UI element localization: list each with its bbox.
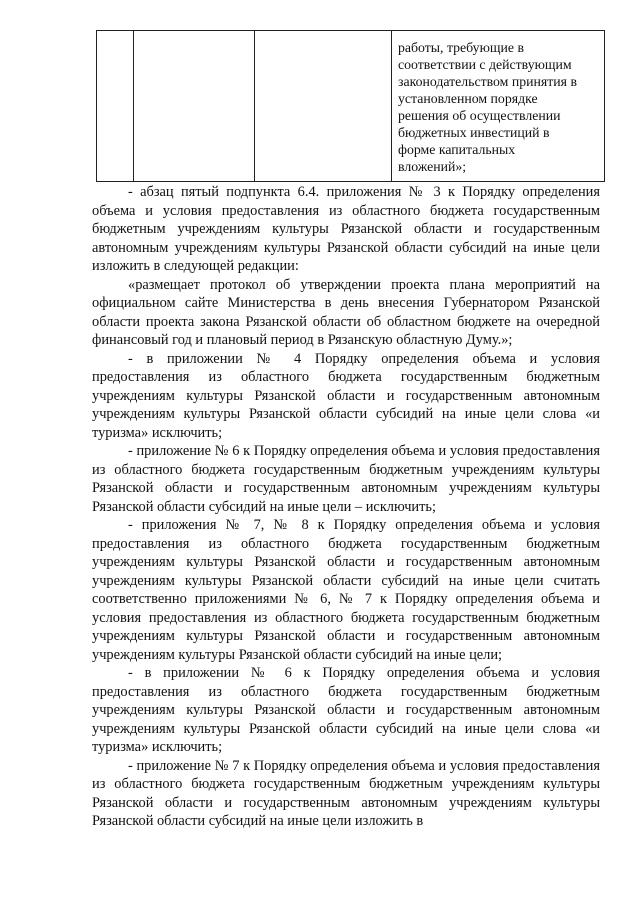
paragraph: - приложение № 7 к Порядку определения объема и условия предоставления из областного бюджета государственным бюджетным учреждениям культуры Рязанской области и государственным автономным учреждениям культуры Рязанской области субсидий на иные цели изложить в	[92, 757, 600, 829]
table-cell-empty	[134, 31, 255, 182]
table-fragment	[96, 30, 605, 182]
paragraph: - в приложении № 4 Порядку определения объема и условия предоставления из областного бюджета государственным бюджетным учреждениям культуры Рязанской области и государственным автономным учреждениям культуры Рязанской области субсидий на иные цели слова «и туризма» исключить;	[92, 350, 600, 441]
table-cell-empty	[97, 31, 134, 182]
paragraph: - в приложении № 6 к Порядку определения объема и условия предоставления из областного бюджета государственным бюджетным учреждениям культуры Рязанской области и государственным автономным учреждениям культуры Рязанской области субсидий на иные цели слова «и туризма» исключить;	[92, 665, 600, 755]
table-row	[97, 31, 605, 182]
table-cell-text	[392, 31, 605, 182]
paragraph: «размещает протокол об утверждении проекта плана мероприятий на официальном сайте Министерства в день внесения Губернатором Рязанской области проекта закона Рязанской области об областном бюджете на очередной финансовый год и плановый период в Рязанскую областную Думу.»;	[92, 276, 600, 348]
document-body	[92, 183, 600, 831]
paragraph: - абзац пятый подпункта 6.4. приложения № 3 к Порядку определения объема и условия предоставления из областного бюджета государственным бюджетным учреждениям культуры Рязанской области и государственным автономным учреждениям культуры Рязанской области субсидий на иные цели изложить в следующей редакции:	[92, 184, 600, 274]
paragraph: - приложение № 6 к Порядку определения объема и условия предоставления из областного бюджета государственным бюджетным учреждениям культуры Рязанской области и государственным автономным учреждениям культуры Рязанской области субсидий на иные цели – исключить;	[92, 443, 600, 515]
table-cell-text-content: работы, требующие в соответствии с действующим законодательством принятия в установленном порядке решения об осуществлении бюджетных инвестиций в форме капитальных вложений»;	[398, 40, 577, 174]
table-cell-empty	[255, 31, 392, 182]
paragraph: - приложения № 7, № 8 к Порядку определения объема и условия предоставления из областного бюджета государственным бюджетным учреждениям культуры Рязанской области и государственным автономным учреждениям культуры Рязанской области субсидий на иные цели считать соответственно приложениями № 6, № 7 к Порядку определения объема и условия предоставления из областного бюджета государственным бюджетным учреждениям культуры Рязанской области и государственным автономным учреждениям культуры Рязанской области субсидий на иные цели;	[92, 517, 600, 663]
